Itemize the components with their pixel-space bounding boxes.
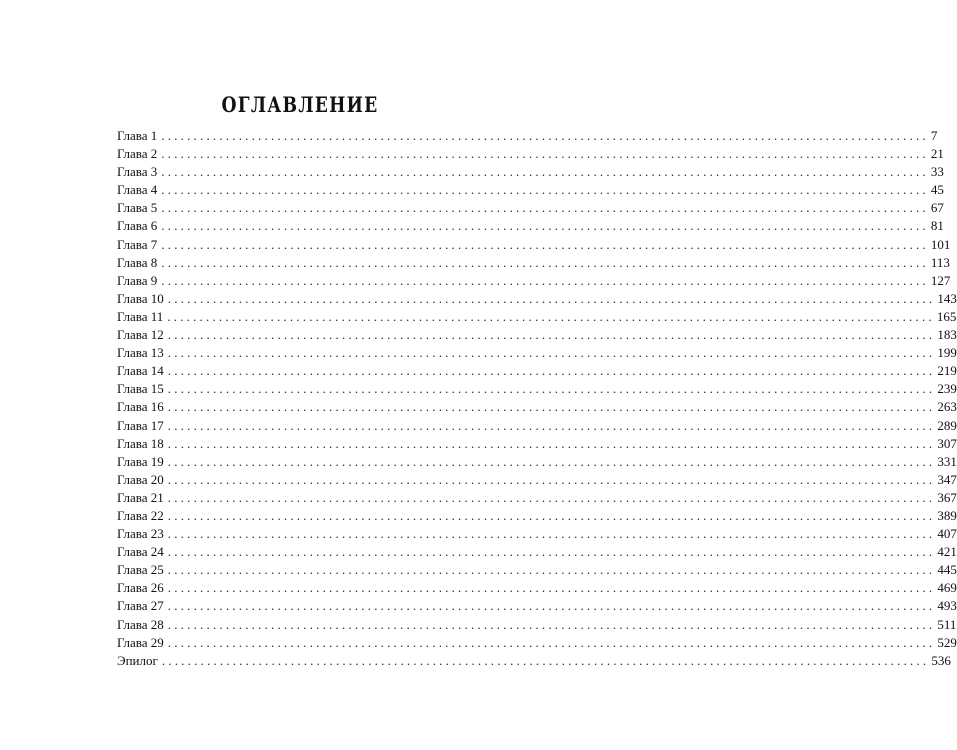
toc-entry bbox=[117, 435, 957, 453]
toc-entry bbox=[117, 181, 944, 199]
toc-entry bbox=[117, 616, 957, 634]
toc-dot-leader: ....................................................................................................................... bbox=[167, 471, 936, 487]
toc-dot-leader: ....................................................................................................................... bbox=[161, 182, 929, 198]
toc-entry-label: Глава 16 bbox=[117, 399, 164, 415]
toc-entry bbox=[117, 326, 957, 344]
toc-entry-label: Глава 19 bbox=[117, 453, 164, 469]
toc-entry-page-number: 347 bbox=[937, 471, 957, 487]
toc-entry-label: Глава 10 bbox=[117, 290, 164, 306]
toc-entry-label: Глава 4 bbox=[117, 182, 158, 198]
toc-entry-label: Глава 22 bbox=[117, 507, 164, 523]
toc-dot-leader: ....................................................................................................................... bbox=[161, 272, 929, 288]
toc-dot-leader: ....................................................................................................................... bbox=[167, 381, 936, 397]
toc-entry-page-number: 45 bbox=[930, 182, 944, 198]
toc-entry-page-number: 199 bbox=[937, 345, 957, 361]
toc-dot-leader: ....................................................................................................................... bbox=[167, 308, 935, 324]
toc-entry-label: Глава 11 bbox=[117, 308, 164, 324]
toc-entry-page-number: 101 bbox=[930, 236, 951, 252]
toc-entry bbox=[117, 236, 951, 254]
toc-dot-leader: ....................................................................................................................... bbox=[167, 453, 936, 469]
toc-entry-label: Глава 21 bbox=[117, 489, 164, 505]
toc-entry-page-number: 367 bbox=[937, 489, 957, 505]
toc-entry-label: Глава 5 bbox=[117, 200, 158, 216]
toc-entry-page-number: 289 bbox=[937, 417, 957, 433]
toc-entry bbox=[117, 417, 957, 435]
toc-entry-page-number: 219 bbox=[937, 363, 957, 379]
toc-entry-page-number: 389 bbox=[937, 507, 957, 523]
toc-entry bbox=[117, 272, 951, 290]
toc-entry bbox=[117, 217, 944, 235]
toc-dot-leader: ....................................................................................................................... bbox=[167, 562, 936, 578]
toc-entry bbox=[117, 471, 957, 489]
toc-dot-leader: ....................................................................................................................... bbox=[161, 128, 929, 143]
toc-entry-label: Эпилог bbox=[117, 652, 158, 668]
toc-dot-leader: ....................................................................................................................... bbox=[161, 146, 929, 162]
toc-dot-leader: ....................................................................................................................... bbox=[167, 544, 936, 560]
toc-entry-page-number: 421 bbox=[937, 544, 957, 560]
toc-dot-leader: ....................................................................................................................... bbox=[167, 580, 936, 596]
toc-entry bbox=[117, 489, 957, 507]
toc-dot-leader: ....................................................................................................................... bbox=[167, 290, 936, 306]
toc-entry-label: Глава 1 bbox=[117, 128, 158, 143]
toc-entry-page-number: 331 bbox=[937, 453, 957, 469]
toc-entry-label: Глава 12 bbox=[117, 327, 164, 343]
toc-entry-page-number: 536 bbox=[931, 652, 951, 668]
toc-entry-page-number: 511 bbox=[937, 616, 957, 632]
toc-dot-leader: ....................................................................................................................... bbox=[167, 507, 936, 523]
toc-entry-label: Глава 6 bbox=[117, 218, 158, 234]
toc-entry-page-number: 33 bbox=[930, 164, 944, 180]
toc-dot-leader: ....................................................................................................................... bbox=[161, 200, 929, 216]
toc-entry-label: Глава 26 bbox=[117, 580, 164, 596]
toc-dot-leader: ....................................................................................................................... bbox=[161, 164, 929, 180]
toc-entry bbox=[117, 380, 957, 398]
toc-entry-label: Глава 29 bbox=[117, 634, 164, 650]
toc-entry bbox=[117, 163, 944, 181]
toc-entry-page-number: 445 bbox=[937, 562, 957, 578]
toc-dot-leader: ....................................................................................................................... bbox=[167, 489, 936, 505]
toc-entry-label: Глава 27 bbox=[117, 598, 164, 614]
toc-entry-page-number: 165 bbox=[936, 308, 957, 324]
toc-entry-label: Глава 23 bbox=[117, 526, 164, 542]
toc-entry bbox=[117, 344, 957, 362]
toc-entry bbox=[117, 579, 957, 597]
toc-entry-label: Глава 8 bbox=[117, 254, 158, 270]
toc-entry bbox=[117, 507, 957, 525]
toc-entry-label: Глава 13 bbox=[117, 345, 164, 361]
toc-dot-leader: ....................................................................................................................... bbox=[161, 218, 929, 234]
toc-entry-label: Глава 14 bbox=[117, 363, 164, 379]
toc-entry-label: Глава 18 bbox=[117, 435, 164, 451]
toc-entry-label: Глава 9 bbox=[117, 272, 158, 288]
toc-entry-page-number: 113 bbox=[930, 254, 950, 270]
toc-entry-label: Глава 24 bbox=[117, 544, 164, 560]
toc-entry bbox=[117, 362, 957, 380]
toc-entry bbox=[117, 145, 944, 163]
toc-dot-leader: ....................................................................................................................... bbox=[167, 598, 936, 614]
toc-entry-label: Глава 7 bbox=[117, 236, 158, 252]
toc-entry-page-number: 307 bbox=[937, 435, 957, 451]
toc-dot-leader: ....................................................................................................................... bbox=[167, 634, 936, 650]
toc-entry bbox=[117, 453, 957, 471]
toc-entry-label: Глава 2 bbox=[117, 146, 158, 162]
toc-dot-leader: ....................................................................................................................... bbox=[167, 616, 936, 632]
toc-entry-label: Глава 3 bbox=[117, 164, 158, 180]
toc-entry-page-number: 21 bbox=[930, 146, 944, 162]
toc-entry bbox=[117, 127, 938, 145]
toc-entry-page-number: 127 bbox=[930, 272, 951, 288]
toc-entry-page-number: 263 bbox=[937, 399, 957, 415]
toc-entry-page-number: 143 bbox=[937, 290, 957, 306]
toc-entry-page-number: 183 bbox=[937, 327, 957, 343]
toc-entry-page-number: 7 bbox=[930, 128, 938, 143]
toc-dot-leader: ....................................................................................................................... bbox=[167, 417, 936, 433]
toc-entry bbox=[117, 254, 950, 272]
toc-entry-label: Глава 25 bbox=[117, 562, 164, 578]
toc-dot-leader: ....................................................................................................................... bbox=[167, 526, 936, 542]
toc-dot-leader: ....................................................................................................................... bbox=[161, 652, 930, 668]
toc-entry-label: Глава 28 bbox=[117, 616, 164, 632]
toc-entry-page-number: 407 bbox=[937, 526, 957, 542]
toc-dot-leader: ....................................................................................................................... bbox=[167, 399, 936, 415]
toc-dot-leader: ....................................................................................................................... bbox=[161, 236, 929, 252]
toc-entry-page-number: 81 bbox=[930, 218, 944, 234]
toc-entry-label: Глава 20 bbox=[117, 471, 164, 487]
toc-dot-leader: ....................................................................................................................... bbox=[161, 254, 929, 270]
toc-entry-page-number: 469 bbox=[937, 580, 957, 596]
toc-entry-label: Глава 15 bbox=[117, 381, 164, 397]
toc-dot-leader: ....................................................................................................................... bbox=[167, 345, 936, 361]
toc-entry bbox=[117, 398, 957, 416]
toc-dot-leader: ....................................................................................................................... bbox=[167, 327, 936, 343]
toc-entry-page-number: 493 bbox=[937, 598, 957, 614]
toc-entry-page-number: 239 bbox=[937, 381, 957, 397]
toc-entry-page-number: 529 bbox=[937, 634, 957, 650]
toc-entry bbox=[117, 199, 944, 217]
toc-entry bbox=[117, 543, 957, 561]
toc-entry bbox=[117, 308, 957, 326]
toc-entry bbox=[117, 652, 951, 670]
toc-dot-leader: ....................................................................................................................... bbox=[167, 435, 936, 451]
toc-entry-label: Глава 17 bbox=[117, 417, 164, 433]
toc-entry bbox=[117, 561, 957, 579]
toc-dot-leader: ....................................................................................................................... bbox=[167, 363, 936, 379]
toc-entry bbox=[117, 290, 957, 308]
toc-list bbox=[117, 127, 957, 670]
toc-title: ОГЛАВЛЕНИЕ bbox=[221, 92, 379, 117]
toc-entry bbox=[117, 597, 957, 615]
toc-entry bbox=[117, 634, 957, 652]
toc-entry-page-number: 67 bbox=[930, 200, 944, 216]
toc-entry bbox=[117, 525, 957, 543]
